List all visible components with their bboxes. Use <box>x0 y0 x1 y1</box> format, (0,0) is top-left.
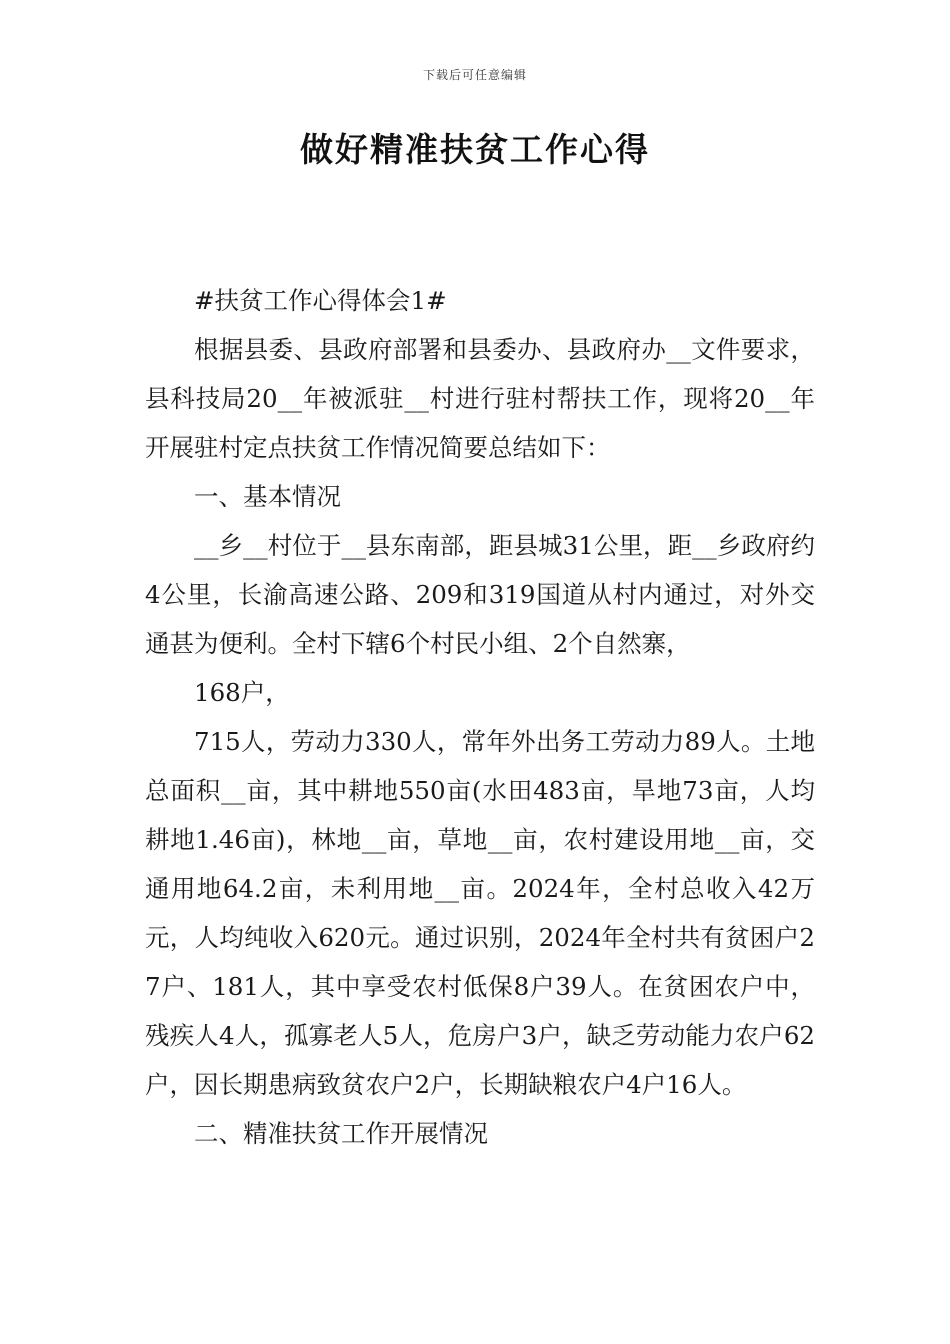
section-heading-basic-info: 一、基本情况 <box>194 482 341 511</box>
document-title: 做好精准扶贫工作心得 <box>300 130 650 169</box>
body-paragraph-location: __乡__村位于__县东南部，距县城31公里，距__乡政府约4公里，长渝高速公路、209和319国道从村内通过，对外交通甚为便利。全村下辖6个村民小组、2个自然寨， <box>145 531 815 658</box>
header-note: 下载后可任意编辑 <box>422 68 527 82</box>
document-body <box>145 276 815 1158</box>
section-heading-progress: 二、精准扶贫工作开展情况 <box>194 1119 488 1148</box>
intro-paragraph: 根据县委、县政府部署和县委办、县政府办__文件要求，县科技局20__年被派驻__村进行驻村帮扶工作，现将20__年开展驻村定点扶贫工作情况简要总结如下： <box>145 335 815 462</box>
body-paragraph-households: 168户， <box>194 678 290 707</box>
section-heading-marker: #扶贫工作心得体会1# <box>194 286 447 315</box>
body-paragraph-statistics: 715人，劳动力330人，常年外出务工劳动力89人。土地总面积__亩，其中耕地550亩(水田483亩，旱地73亩，人均耕地1.46亩)，林地__亩，草地__亩，农村建设用地__亩，交通用地64.2亩，未利用地__亩。2024年，全村总收入42万元，人均纯收入620元。通过识别，2024年全村共有贫困户27户、181人，其中享受农村低保8户39人。在贫困农户中，残疾人4人，孤寡老人5人，危房户3户，缺乏劳动能力农户62户，因长期患病致贫农户2户，长期缺粮农户4户16人。 <box>145 727 815 1099</box>
